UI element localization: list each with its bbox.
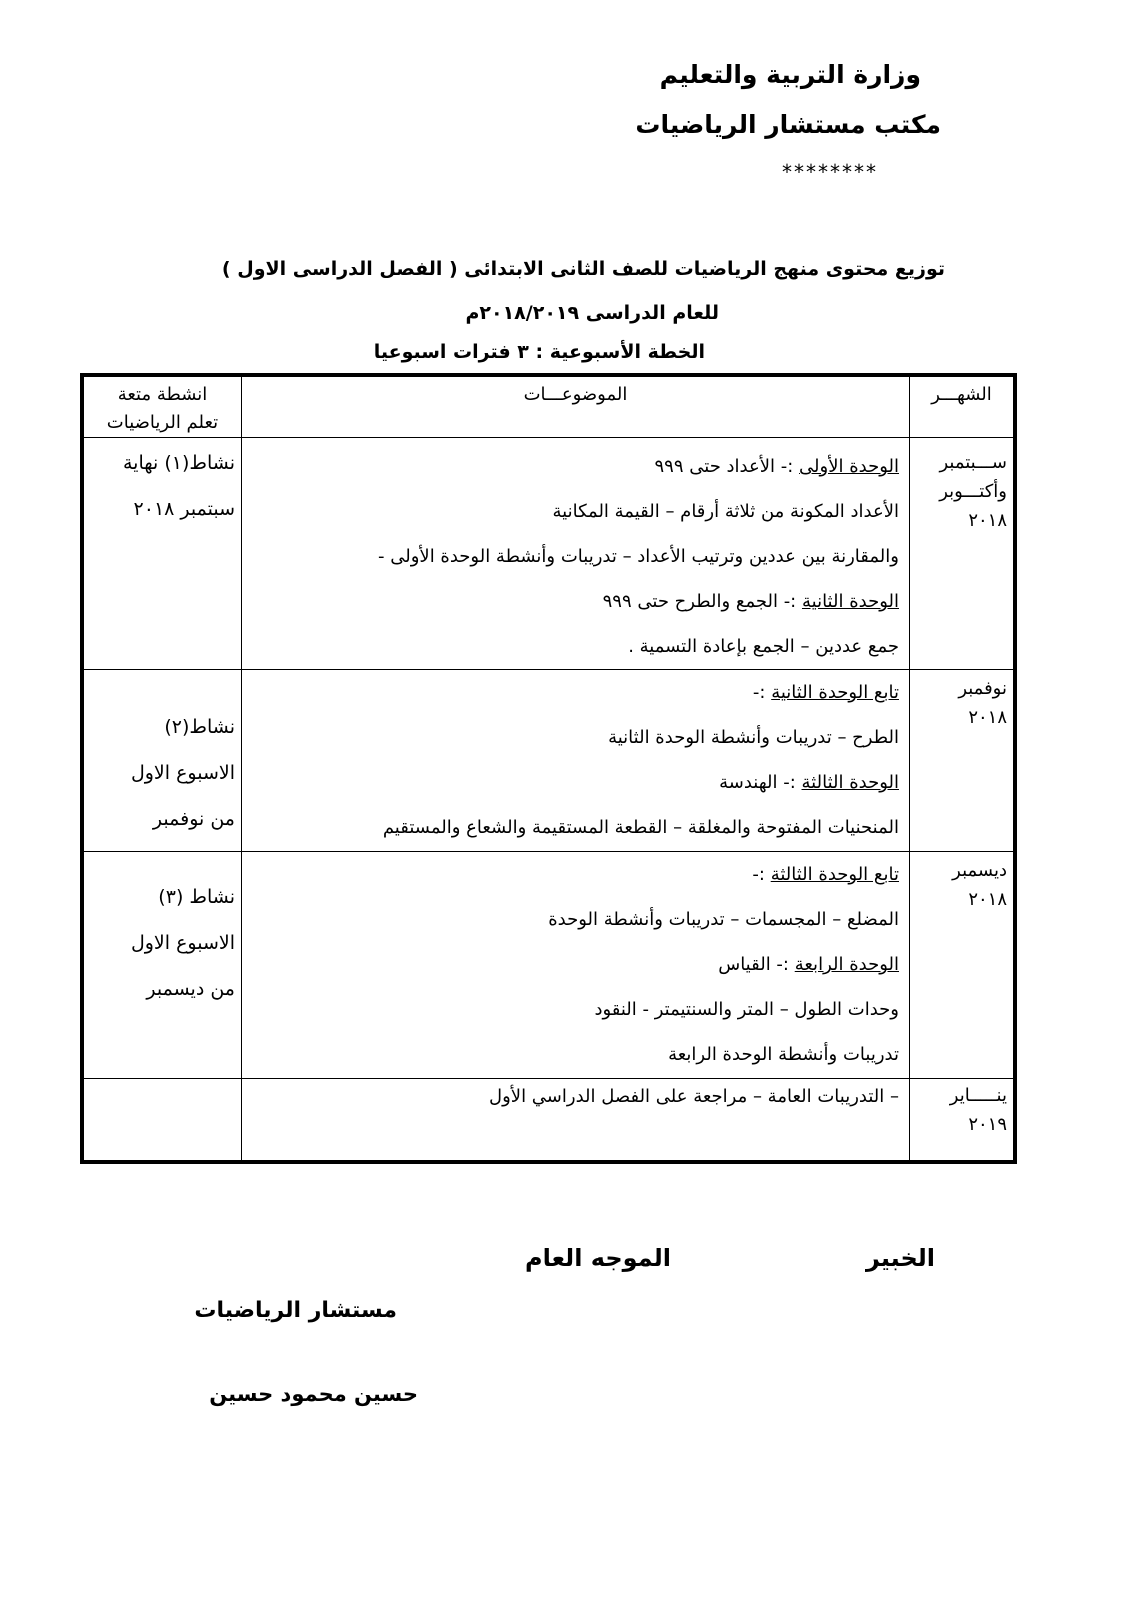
signature-general-supervisor: الموجه العام bbox=[525, 1244, 671, 1272]
topics-cell: تابع الوحدة الثانية :- الطرح – تدريبات وأنشطة الوحدة الثانية الوحدة الثالثة :- الهندسة المنحنيات المفتوحة والمغلقة – القطعة المستقيمة والشعاع والمستقيم bbox=[242, 670, 910, 852]
activities-cell: نشاط(٢) الاسبوع الاول من نوفمبر bbox=[84, 670, 242, 852]
month-cell: ســـبتمبر وأكتـــوبر ٢٠١٨ bbox=[910, 438, 1014, 670]
table-row bbox=[84, 670, 1014, 852]
signature-consultant: مستشار الرياضيات bbox=[194, 1298, 397, 1323]
table-row bbox=[84, 1079, 1014, 1161]
unit-label: تابع الوحدة الثالثة bbox=[770, 864, 899, 885]
unit-label: الوحدة الرابعة bbox=[794, 954, 899, 975]
table-header-row bbox=[84, 377, 1014, 438]
header-month: الشهـــر bbox=[910, 377, 1014, 438]
ministry-name: وزارة التربية والتعليم bbox=[659, 60, 921, 89]
topics-cell: تابع الوحدة الثالثة :- المضلع – المجسمات – تدريبات وأنشطة الوحدة الوحدة الرابعة :- القياس وحدات الطول – المتر والسنتيمتر - النقود تدريبات وأنشطة الوحدة الرابعة bbox=[242, 852, 910, 1079]
header-topics: الموضوعـــات bbox=[242, 377, 910, 438]
office-name: مكتب مستشار الرياضيات bbox=[635, 110, 941, 139]
unit-label: تابع الوحدة الثانية bbox=[771, 682, 899, 703]
activities-cell bbox=[84, 1079, 242, 1161]
month-cell: نوفمبر ٢٠١٨ bbox=[910, 670, 1014, 852]
signature-expert: الخبير bbox=[865, 1244, 935, 1272]
unit-label: الوحدة الثانية bbox=[801, 591, 899, 612]
table-row bbox=[84, 852, 1014, 1079]
table-row bbox=[84, 438, 1014, 670]
header-activities: انشطة متعة تعلم الرياضيات bbox=[84, 377, 242, 438]
activities-cell: نشاط(١) نهاية سبتمبر ٢٠١٨ bbox=[84, 438, 242, 670]
topics-cell: – التدريبات العامة – مراجعة على الفصل الدراسي الأول bbox=[242, 1079, 910, 1161]
consultant-name: حسين محمود حسين bbox=[209, 1382, 418, 1406]
unit-label: الوحدة الثالثة bbox=[801, 772, 899, 793]
month-cell: ديسمبر ٢٠١٨ bbox=[910, 852, 1014, 1079]
unit-label: الوحدة الأولى bbox=[799, 456, 899, 477]
weekly-plan: الخطة الأسبوعية : ٣ فترات اسبوعيا bbox=[373, 341, 705, 363]
month-cell: ينـــــاير ٢٠١٩ bbox=[910, 1079, 1014, 1161]
stars-divider: ******** bbox=[782, 160, 878, 184]
academic-year: للعام الدراسى ٢٠١٨/٢٠١٩م bbox=[465, 302, 719, 324]
activities-cell: نشاط (٣) الاسبوع الاول من ديسمبر bbox=[84, 852, 242, 1079]
topics-cell: الوحدة الأولى :- الأعداد حتى ٩٩٩ الأعداد المكونة من ثلاثة أرقام – القيمة المكانية والمقارنة بين عددين وترتيب الأعداد – تدريبات وأنشطة الوحدة الأولى - الوحدة الثانية :- الجمع والطرح حتى ٩٩٩ جمع عددين – الجمع بإعادة التسمية . bbox=[242, 438, 910, 670]
curriculum-table bbox=[83, 376, 1014, 1161]
document-title: توزيع محتوى منهج الرياضيات للصف الثانى الابتدائى ( الفصل الدراسى الاول ) bbox=[221, 258, 945, 280]
